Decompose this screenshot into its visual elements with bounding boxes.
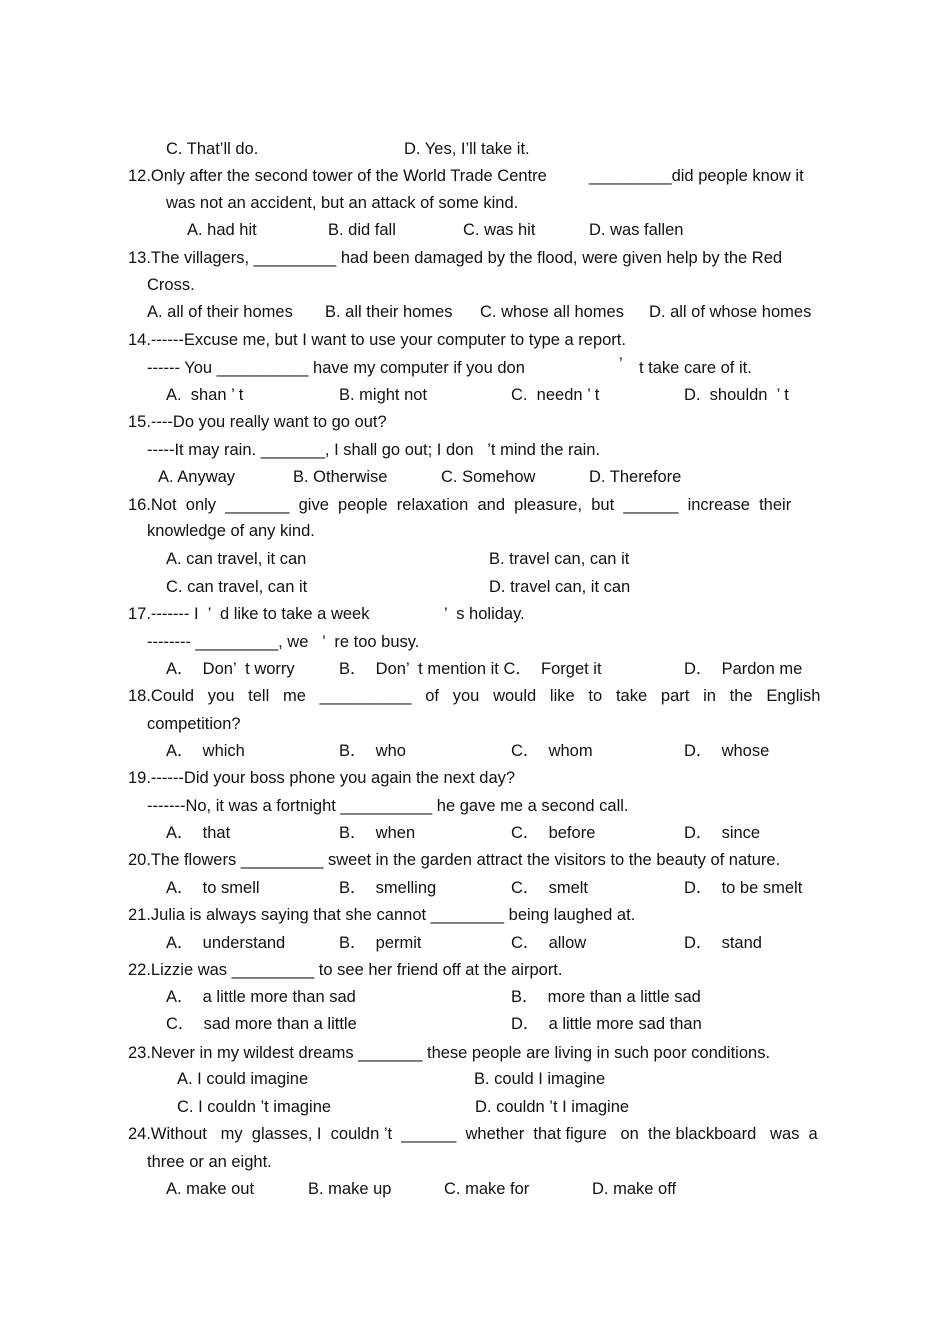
q17-stem-cont: -------- _________, we ’ re too busy.: [147, 633, 420, 651]
q22-option-b: B． more than a little sad: [511, 988, 701, 1006]
q15-stem: 15.----Do you really want to go out?: [128, 413, 387, 431]
q12-stem-cont: was not an accident, but an attack of some kind.: [166, 194, 519, 212]
q19-stem: 19.------Did your boss phone you again the next day?: [128, 769, 516, 787]
q24-stem-cont: three or an eight.: [147, 1153, 272, 1171]
q24-option-c: C. make for: [444, 1180, 530, 1198]
q21-option-b: B． permit: [339, 934, 422, 952]
q23-option-d: D. couldn ’t I imagine: [475, 1098, 630, 1116]
q21-stem: 21.Julia is always saying that she cannot ________ being laughed at.: [128, 906, 636, 924]
q20-option-b: B． smelling: [339, 879, 437, 897]
q12-stem: 12.Only after the second tower of the World Trade Centre: [128, 167, 547, 185]
q14-stem: 14.------Excuse me, but I want to use your computer to type a report.: [128, 331, 626, 349]
q24-option-d: D. make off: [592, 1180, 677, 1198]
q20-stem: 20.The flowers _________ sweet in the garden attract the visitors to the beauty of nature.: [128, 851, 781, 869]
q13-stem-cont: Cross.: [147, 276, 195, 294]
q11-option-c: C. That’ll do.: [166, 140, 259, 158]
q13-option-d: D. all of whose homes: [649, 303, 812, 321]
q23-option-b: B. could I imagine: [474, 1070, 606, 1088]
q16-option-c: C. can travel, can it: [166, 578, 308, 596]
q15-option-a: A. Anyway: [158, 468, 236, 486]
q12-stem-tail: _________did people know it: [589, 167, 804, 185]
q17-option-d: D． Pardon me: [684, 660, 803, 678]
q14-stem-tail: t take care of it.: [639, 359, 752, 377]
q15-option-c: C. Somehow: [441, 468, 536, 486]
q24-option-a: A. make out: [166, 1180, 255, 1198]
q20-option-a: A． to smell: [166, 879, 260, 897]
q23-option-c: C. I couldn ’t imagine: [177, 1098, 332, 1116]
q15-option-b: B. Otherwise: [293, 468, 388, 486]
q12-option-b: B. did fall: [328, 221, 396, 239]
q21-option-c: C． allow: [511, 934, 587, 952]
q19-option-b: B． when: [339, 824, 416, 842]
q19-stem-cont: -------No, it was a fortnight __________ he gave me a second call.: [147, 797, 629, 815]
q17-stem-tail: ’ s holiday.: [444, 605, 525, 623]
q14-apostrophe: ’: [619, 355, 623, 373]
q16-stem: 16.Not only _______ give people relaxation and pleasure, but ______ increase their: [128, 496, 792, 514]
q20-option-c: C． smelt: [511, 879, 589, 897]
q18-option-d: D． whose: [684, 742, 770, 760]
q24-stem: 24.Without my glasses, I couldn ’t ______ whether that figure on the blackboard was a: [128, 1125, 818, 1143]
q15-option-d: D. Therefore: [589, 468, 682, 486]
q17-stem: 17.------- I ’ d like to take a week: [128, 605, 370, 623]
q19-option-d: D． since: [684, 824, 761, 842]
q18-option-a: A． which: [166, 742, 245, 760]
q20-option-d: D． to be smelt: [684, 879, 803, 897]
q21-option-d: D． stand: [684, 934, 762, 952]
q18-option-c: C． whom: [511, 742, 593, 760]
q13-option-b: B. all their homes: [325, 303, 453, 321]
q24-option-b: B. make up: [308, 1180, 392, 1198]
q13-option-a: A. all of their homes: [147, 303, 293, 321]
q23-stem: 23.Never in my wildest dreams _______ these people are living in such poor conditions.: [128, 1044, 771, 1062]
q16-option-d: D. travel can, it can: [489, 578, 631, 596]
q16-option-a: A. can travel, it can: [166, 550, 307, 568]
q19-option-c: C． before: [511, 824, 596, 842]
q16-option-b: B. travel can, can it: [489, 550, 630, 568]
q15-stem-cont: -----It may rain. _______, I shall go out; I don ’t mind the rain.: [147, 441, 601, 459]
q19-option-a: A． that: [166, 824, 231, 842]
q14-option-a: A. shan ’ t: [166, 386, 244, 404]
q18-stem: 18.Could you tell me __________ of you would like to take part in the English: [128, 687, 821, 705]
q13-stem: 13.The villagers, _________ had been damaged by the flood, were given help by the Red: [128, 249, 783, 267]
q22-option-d: D． a little more sad than: [511, 1015, 702, 1033]
q17-option-a: A． Don’ t worry: [166, 660, 295, 678]
q22-option-a: A． a little more than sad: [166, 988, 356, 1006]
q14-option-d: D. shouldn ’ t: [684, 386, 789, 404]
q11-option-d: D. Yes, I’ll take it.: [404, 140, 530, 158]
q14-option-b: B. might not: [339, 386, 428, 404]
q16-stem-cont: knowledge of any kind.: [147, 522, 315, 540]
q23-option-a: A. I could imagine: [177, 1070, 309, 1088]
q12-option-c: C. was hit: [463, 221, 536, 239]
q14-option-c: C. needn ’ t: [511, 386, 600, 404]
q22-option-c: C． sad more than a little: [166, 1015, 357, 1033]
q21-option-a: A． understand: [166, 934, 286, 952]
q12-option-d: D. was fallen: [589, 221, 684, 239]
q18-stem-cont: competition?: [147, 715, 241, 733]
q13-option-c: C. whose all homes: [480, 303, 624, 321]
q18-option-b: B． who: [339, 742, 406, 760]
q17-option-b-c: B． Don’ t mention it C． Forget it: [339, 660, 602, 678]
q12-option-a: A. had hit: [187, 221, 257, 239]
q14-stem-cont: ------ You __________ have my computer if you don: [147, 359, 525, 377]
q22-stem: 22.Lizzie was _________ to see her friend off at the airport.: [128, 961, 563, 979]
